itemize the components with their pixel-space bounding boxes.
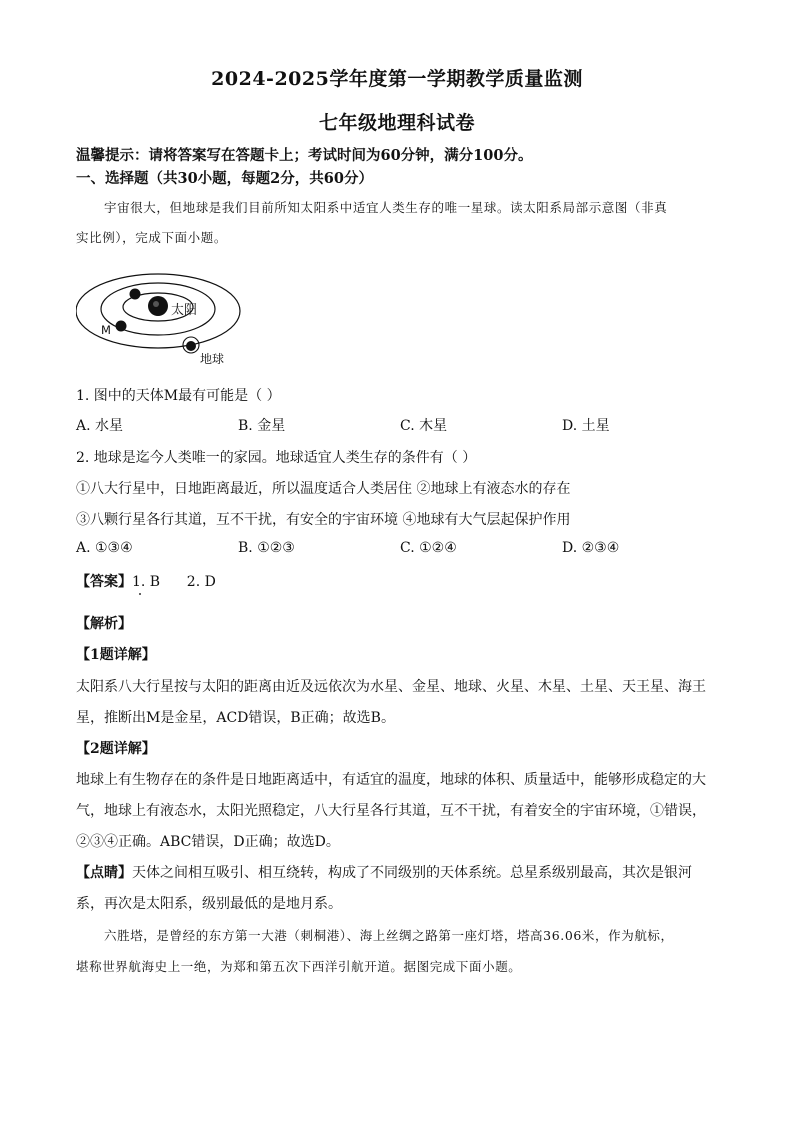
q2-option-a[interactable]: A. ①③④ [76, 540, 133, 556]
analysis-label: 【解析】 [76, 616, 132, 632]
earth-icon [186, 341, 196, 351]
detail-1-line-1: 太阳系八大行星按与太阳的距离由近及远依次为水星、金星、地球、火星、木星、土星、天王星、海王 [76, 679, 706, 695]
detail-1-label: 【1题详解】 [76, 647, 156, 663]
m-label: M [101, 323, 111, 337]
q1-option-c[interactable]: C. 木星 [400, 418, 448, 434]
tip-line-2: 系，再次是太阳系，级别最低的是地月系。 [76, 896, 342, 912]
q2-option-d[interactable]: D. ②③④ [562, 540, 620, 556]
q2-option-c[interactable]: C. ①②④ [400, 540, 457, 556]
answer-line [76, 571, 216, 591]
exam-title: 2024-2025学年度第一学期教学质量监测 [211, 68, 583, 90]
exam-subtitle: 七年级地理科试卷 [318, 112, 475, 134]
planet-m-icon [116, 321, 127, 332]
scan-dot [139, 593, 141, 595]
q2-statement-line-2: ③八颗行星各行其道，互不干扰，有安全的宇宙环境 ④地球有大气层起保护作用 [76, 512, 571, 528]
intro-paragraph-2-line-2: 堪称世界航海史上一绝，为郑和第五次下西洋引航开道。据图完成下面小题。 [76, 959, 522, 974]
detail-2-line-1: 地球上有生物存在的条件是日地距离适中，有适宜的温度，地球的体积、质量适中，能够形成稳定的大 [76, 772, 706, 788]
q1-option-d[interactable]: D. 土星 [562, 418, 610, 434]
solar-system-diagram [76, 272, 246, 368]
sun-label: 太阳 [171, 303, 198, 318]
detail-1-line-2: 星，推断出M是金星，ACD错误，B正确；故选B。 [76, 710, 395, 726]
q1-option-a[interactable]: A. 水星 [76, 418, 124, 434]
tip-line-1 [76, 862, 692, 882]
tip-text-1: 天体之间相互吸引、相互绕转，构成了不同级别的天体系统。总星系级别最高，其次是银河 [132, 865, 692, 881]
earth-label: 地球 [200, 352, 225, 366]
sun-highlight [153, 301, 159, 307]
answer-label: 【答案】 [76, 574, 132, 590]
planet-inner-icon [130, 289, 141, 300]
intro-paragraph-2-line-1: 六胜塔，是曾经的东方第一大港（刺桐港）、海上丝绸之路第一座灯塔，塔高36.06米，作为航标， [104, 928, 674, 943]
answer-text: 1. B 2. D [132, 574, 216, 590]
section-heading: 一、选择题（共30小题，每题2分，共60分） [76, 170, 373, 187]
tip-label: 【点睛】 [76, 865, 132, 881]
q2-option-b[interactable]: B. ①②③ [238, 540, 295, 556]
intro-paragraph-1-line-1: 宇宙很大，但地球是我们目前所知太阳系中适宜人类生存的唯一星球。读太阳系局部示意图（非真 [104, 200, 668, 215]
detail-2-line-3: ②③④正确。ABC错误，D正确；故选D。 [76, 834, 340, 850]
detail-2-line-2: 气，地球上有液态水，太阳光照稳定，八大行星各行其道，互不干扰，有着安全的宇宙环境，①错误， [76, 803, 706, 819]
q2-statement-line-1: ①八大行星中，日地距离最近，所以温度适合人类居住 ②地球上有液态水的存在 [76, 481, 571, 497]
notice: 温馨提示：请将答案写在答题卡上；考试时间为60分钟，满分100分。 [76, 147, 533, 164]
question-2-stem: 2. 地球是迄今人类唯一的家园。地球适宜人类生存的条件有（ ） [76, 450, 477, 466]
q1-option-b[interactable]: B. 金星 [238, 418, 286, 434]
question-1-stem: 1. 图中的天体M最有可能是（ ） [76, 388, 281, 404]
intro-paragraph-1-line-2: 实比例），完成下面小题。 [76, 230, 227, 245]
detail-2-label: 【2题详解】 [76, 741, 156, 757]
